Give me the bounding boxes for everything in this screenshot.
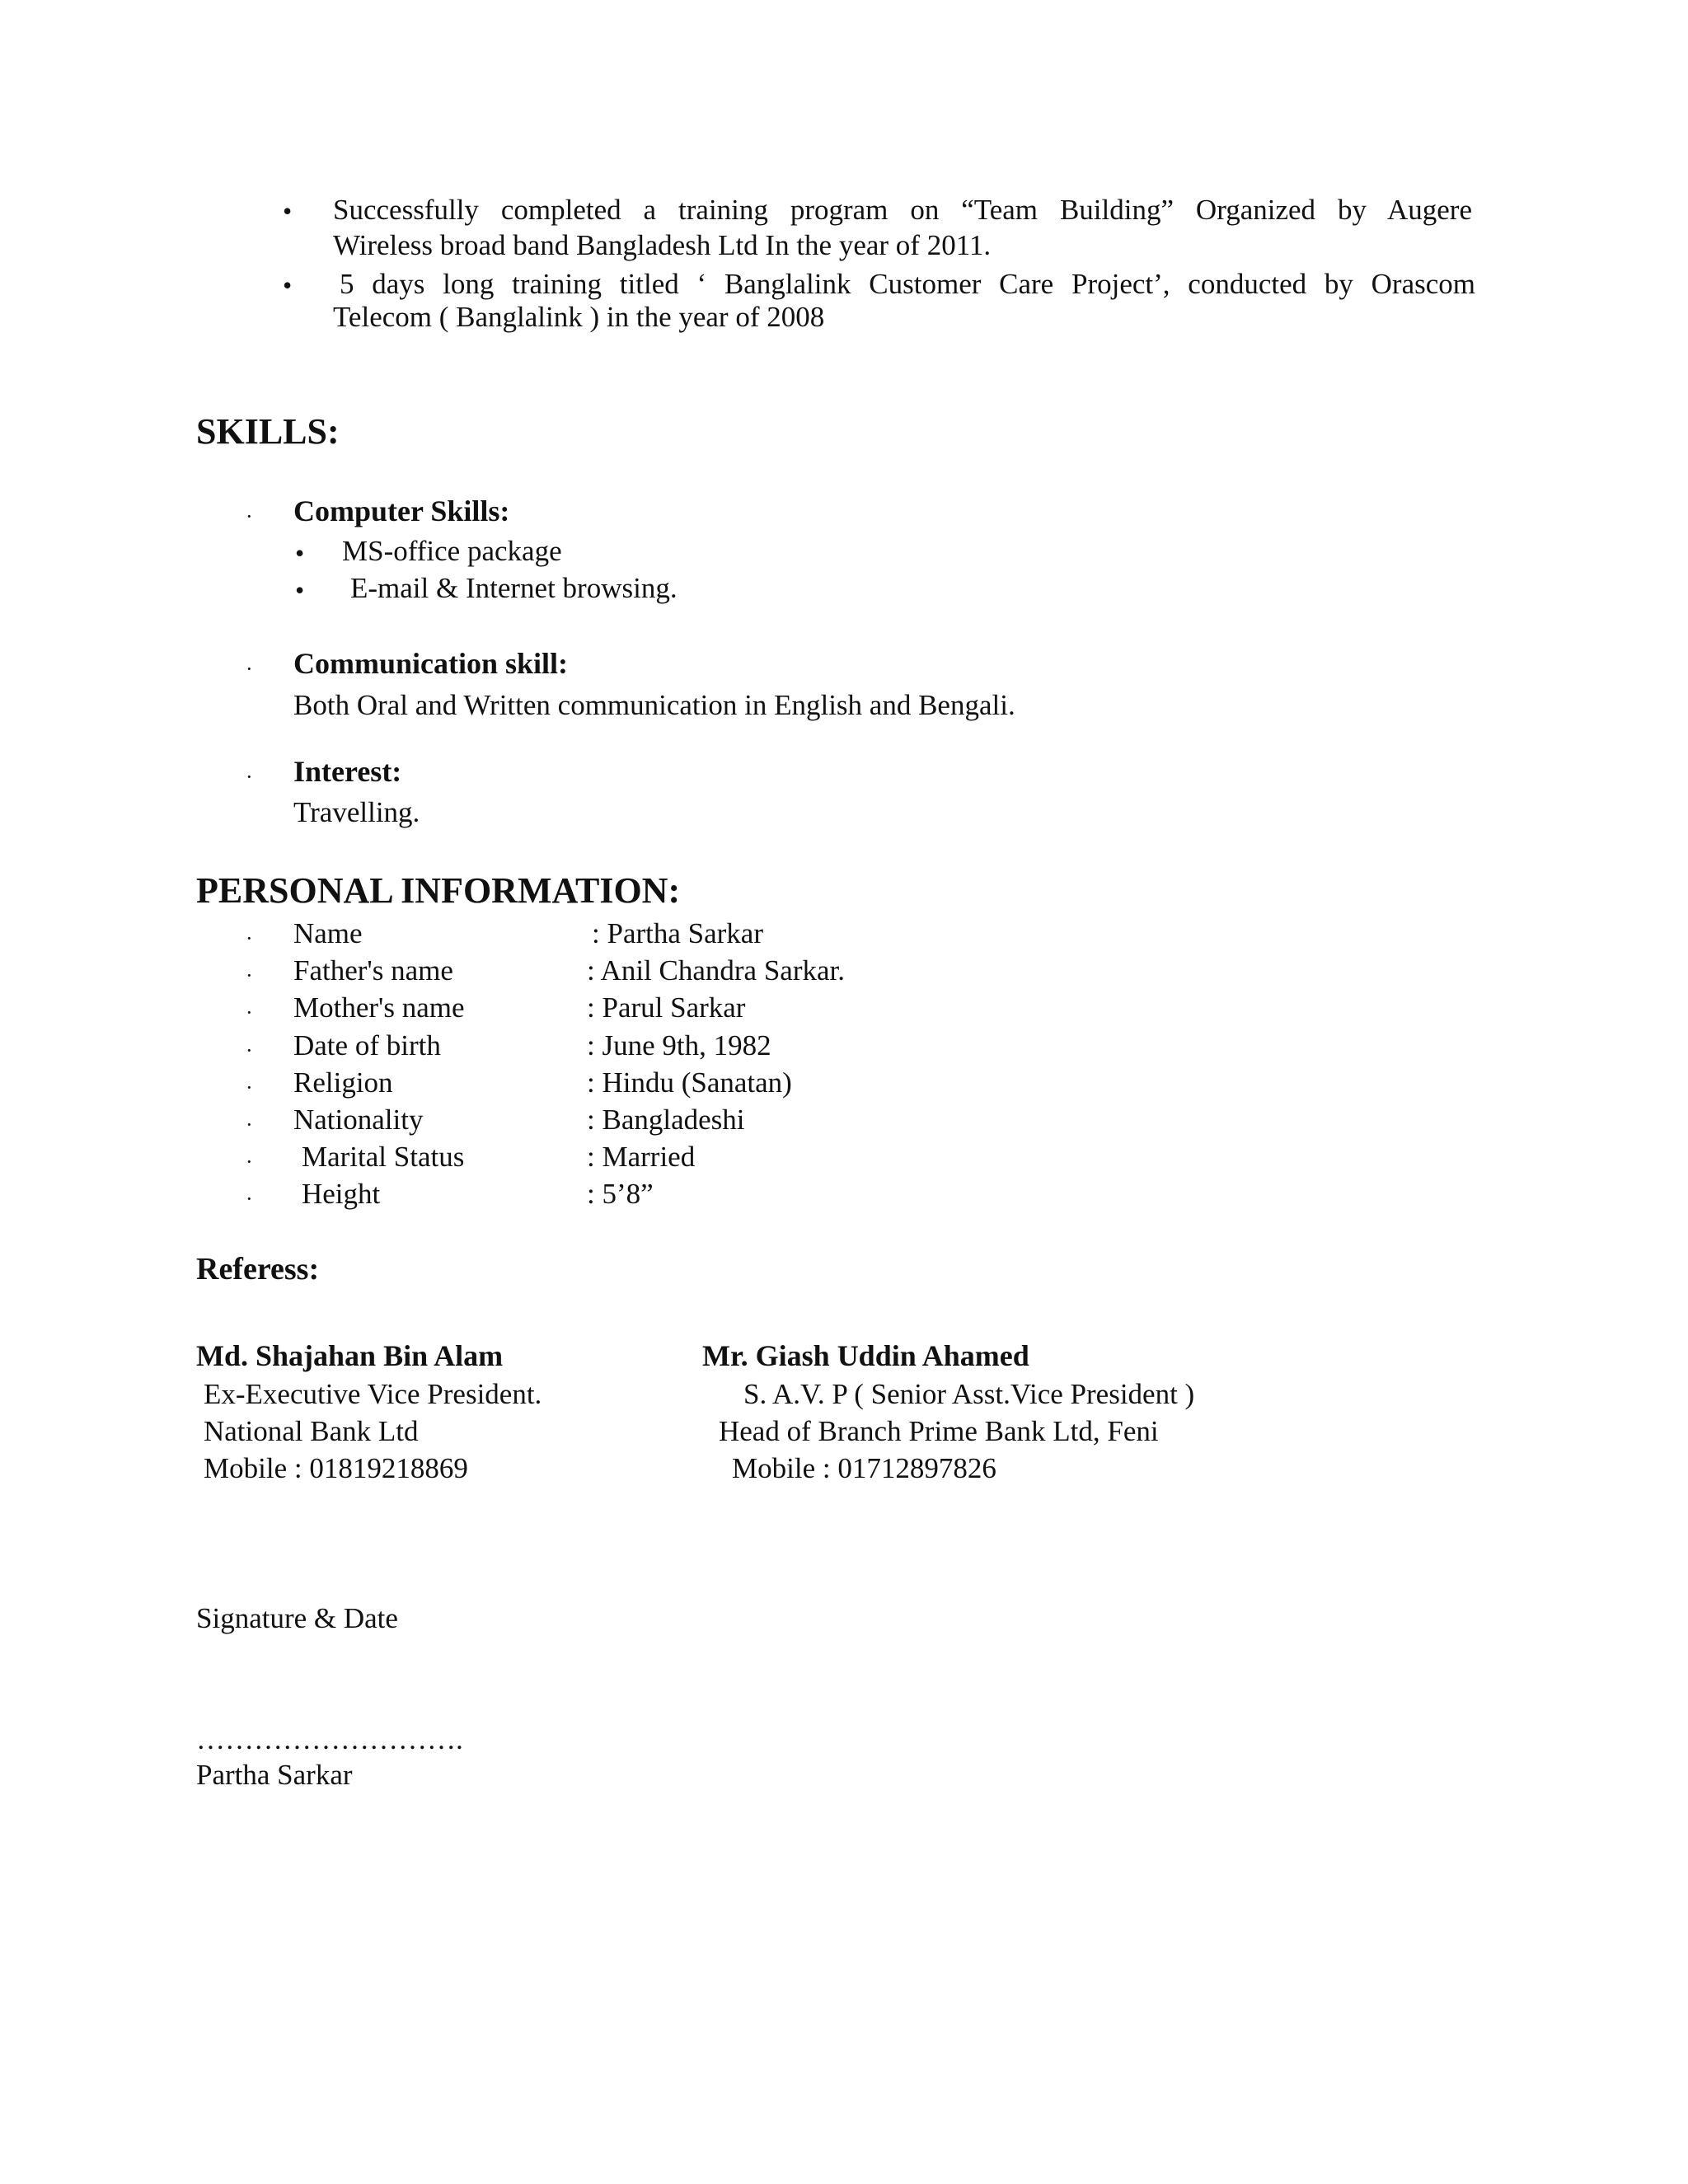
signature-line: ……………………….: [196, 1723, 463, 1755]
reference-mobile: Mobile : 01819218869: [204, 1452, 468, 1484]
personal-value: : Partha Sarkar: [592, 917, 763, 949]
computer-skill-item: MS-office package: [342, 535, 562, 567]
bullet-icon: •: [283, 270, 293, 300]
personal-label: Marital Status: [302, 1141, 465, 1173]
bullet-icon: •: [283, 196, 293, 226]
personal-value: : June 9th, 1982: [587, 1029, 771, 1062]
bullet-dot-icon: ·: [246, 657, 253, 681]
signature-label: Signature & Date: [196, 1602, 398, 1634]
reference-org: National Bank Ltd: [204, 1415, 419, 1447]
signature-name: Partha Sarkar: [196, 1759, 353, 1791]
bullet-dot-icon: ·: [246, 926, 253, 950]
bullet-dot-icon: ·: [246, 504, 253, 528]
bullet-dot-icon: ·: [246, 1076, 253, 1099]
interest-title: Interest:: [293, 755, 402, 788]
personal-label: Nationality: [293, 1104, 424, 1136]
bullet-dot-icon: ·: [246, 1001, 253, 1024]
bullet-dot-icon: ·: [246, 1187, 253, 1211]
personal-value: : Married: [587, 1141, 696, 1173]
reference-title: S. A.V. P ( Senior Asst.Vice President ): [743, 1378, 1195, 1410]
communication-skill-text: Both Oral and Written communication in English and Bengali.: [293, 689, 1015, 721]
training-item-1-line2: Wireless broad band Bangladesh Ltd In the year of 2011.: [333, 229, 992, 261]
personal-value: : Bangladeshi: [587, 1104, 745, 1136]
personal-label: Name: [293, 917, 363, 949]
bullet-dot-icon: ·: [246, 765, 253, 789]
reference-mobile: Mobile : 01712897826: [732, 1452, 996, 1484]
bullet-icon: •: [295, 538, 305, 568]
personal-label: Father's name: [293, 954, 453, 987]
personal-value: : Hindu (Sanatan): [587, 1066, 792, 1099]
bullet-dot-icon: ·: [246, 963, 253, 987]
reference-name: Mr. Giash Uddin Ahamed: [702, 1339, 1029, 1372]
personal-label: Mother's name: [293, 991, 465, 1024]
personal-info-heading: PERSONAL INFORMATION:: [196, 870, 681, 911]
reference-name: Md. Shajahan Bin Alam: [196, 1339, 504, 1372]
training-item-2-line2: Telecom ( Banglalink ) in the year of 2008: [333, 301, 825, 333]
training-item-2-line1: 5 days long training titled ‘ Banglalink Customer Care Project’, conducted by Orascom: [340, 268, 1475, 300]
reference-title: Ex-Executive Vice President.: [204, 1378, 542, 1410]
bullet-icon: •: [295, 575, 305, 605]
bullet-dot-icon: ·: [246, 1150, 253, 1174]
bullet-dot-icon: ·: [246, 1038, 253, 1062]
skills-heading: SKILLS:: [196, 411, 340, 452]
personal-value: : Parul Sarkar: [587, 991, 746, 1024]
personal-value: : 5’8”: [587, 1178, 654, 1210]
computer-skill-item: E-mail & Internet browsing.: [350, 572, 678, 604]
bullet-dot-icon: ·: [246, 1113, 253, 1137]
communication-skill-title: Communication skill:: [293, 647, 569, 680]
personal-label: Height: [302, 1178, 381, 1210]
personal-label: Religion: [293, 1066, 393, 1099]
references-heading: Referess:: [196, 1252, 320, 1286]
interest-text: Travelling.: [293, 796, 420, 828]
reference-org: Head of Branch Prime Bank Ltd, Feni: [719, 1415, 1159, 1447]
personal-value: : Anil Chandra Sarkar.: [587, 954, 846, 987]
training-item-1-line1: Successfully completed a training program on “Team Building” Organized by Augere: [333, 194, 1472, 226]
computer-skills-title: Computer Skills:: [293, 494, 510, 527]
personal-label: Date of birth: [293, 1029, 441, 1062]
